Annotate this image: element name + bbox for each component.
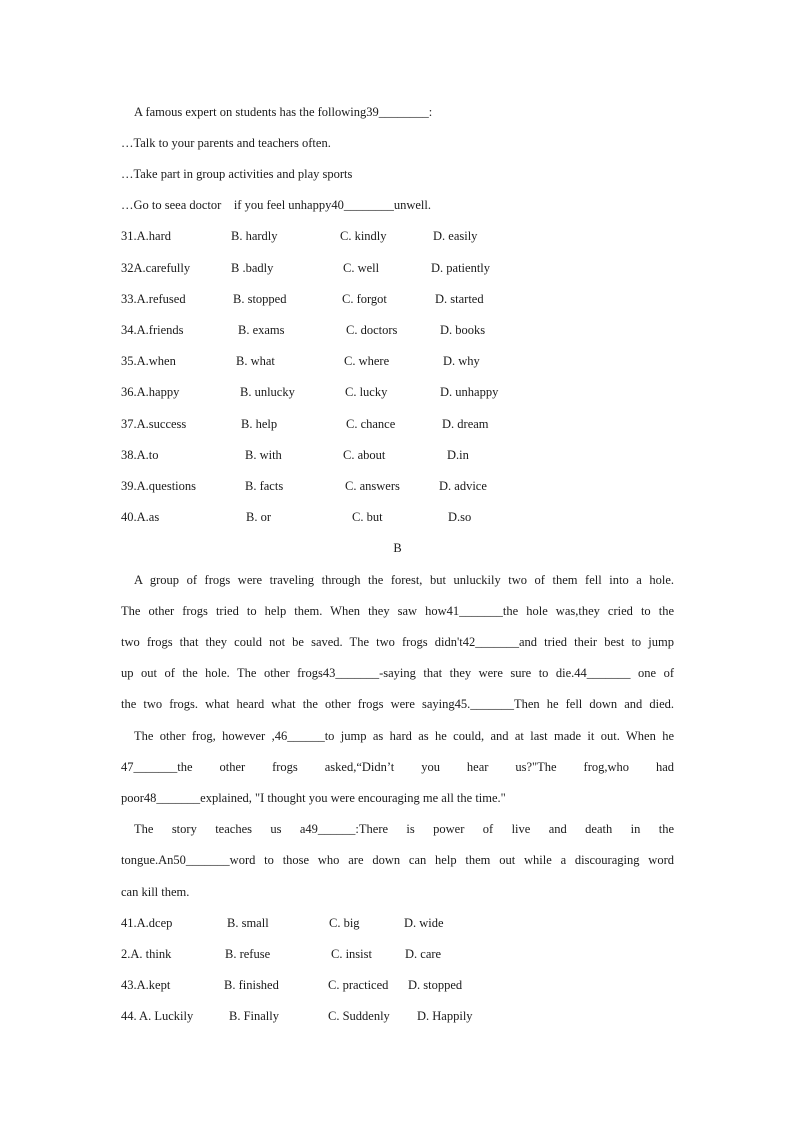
option-a: 38.A.to	[121, 448, 159, 462]
option-a: 35.A.when	[121, 354, 176, 368]
intro-line: …Take part in group activities and play sports	[121, 167, 353, 181]
option-b: B. or	[246, 510, 271, 524]
option-d: D. unhappy	[440, 385, 499, 399]
option-d: D. dream	[442, 417, 489, 431]
option-d: D. books	[440, 323, 486, 337]
option-d: D.in	[447, 448, 469, 462]
option-b: B. stopped	[233, 292, 287, 306]
option-c: C. big	[329, 916, 360, 930]
passage-line: 47_______the other frogs asked,“Didn’t you hear us?"The frog,who had	[121, 760, 674, 774]
option-d: D. care	[405, 947, 442, 961]
option-b: B. refuse	[225, 947, 271, 961]
option-c: C. doctors	[346, 323, 398, 337]
option-c: C. about	[343, 448, 386, 462]
option-c: C. kindly	[340, 229, 387, 243]
intro-line: …Go to seea doctor if you feel unhappy40________unwell.	[121, 198, 432, 212]
intro-line: …Talk to your parents and teachers often.	[121, 136, 331, 150]
option-a: 32A.carefully	[121, 261, 191, 275]
option-b: B. small	[227, 916, 269, 930]
option-b: B. help	[241, 417, 278, 431]
option-c: C. insist	[331, 947, 372, 961]
option-a: 41.A.dcep	[121, 916, 173, 930]
passage-line: the two frogs. what heard what the other frogs were saying45._______Then he fell down and died.	[121, 697, 674, 711]
intro-line: A famous expert on students has the following39________:	[134, 105, 433, 119]
option-d: D. Happily	[417, 1009, 473, 1023]
option-b: B. what	[236, 354, 275, 368]
passage-line: The other frogs tried to help them. When they saw how41_______the hole was,they cried to the	[121, 604, 674, 618]
option-c: C. but	[352, 510, 383, 524]
option-b: B. Finally	[229, 1009, 280, 1023]
option-d: D. why	[443, 354, 480, 368]
option-a: 39.A.questions	[121, 479, 196, 493]
passage-line: can kill them.	[121, 885, 190, 899]
option-a: 36.A.happy	[121, 385, 180, 399]
option-a: 37.A.success	[121, 417, 187, 431]
option-c: C. where	[344, 354, 390, 368]
option-c: C. forgot	[342, 292, 387, 306]
option-d: D. patiently	[431, 261, 491, 275]
option-a: 44. A. Luckily	[121, 1009, 194, 1023]
passage-line: The story teaches us a49______:There is power of live and death in the	[134, 822, 674, 836]
passage-line: A group of frogs were traveling through the forest, but unluckily two of them fell into a hole.	[134, 573, 674, 587]
option-d: D. easily	[433, 229, 478, 243]
option-b: B. facts	[245, 479, 284, 493]
passage-line: The other frog, however ,46______to jump as hard as he could, and at last made it out. When he	[134, 729, 674, 743]
option-b: B. unlucky	[240, 385, 295, 399]
option-c: C. lucky	[345, 385, 388, 399]
passage-line: poor48_______explained, "I thought you were encouraging me all the time."	[121, 791, 506, 805]
option-b: B. finished	[224, 978, 279, 992]
option-d: D.so	[448, 510, 472, 524]
option-c: C. chance	[346, 417, 396, 431]
passage-line: two frogs that they could not be saved. The two frogs didn't42_______and tried their best to jump	[121, 635, 674, 649]
option-a: 33.A.refused	[121, 292, 186, 306]
passage-line: tongue.An50_______word to those who are down can help them out while a discouraging word	[121, 853, 674, 867]
option-b: B. with	[245, 448, 282, 462]
option-c: C. answers	[345, 479, 400, 493]
passage-line: up out of the hole. The other frogs43_______-saying that they were sure to die.44_______ one of	[121, 666, 674, 680]
option-a: 34.A.friends	[121, 323, 184, 337]
option-c: C. well	[343, 261, 380, 275]
option-d: D. advice	[439, 479, 487, 493]
option-d: D. started	[435, 292, 484, 306]
option-b: B .badly	[231, 261, 274, 275]
section-heading: B	[393, 541, 402, 555]
option-b: B. hardly	[231, 229, 278, 243]
option-a: 43.A.kept	[121, 978, 171, 992]
option-a: 2.A. think	[121, 947, 172, 961]
option-b: B. exams	[238, 323, 285, 337]
option-a: 31.A.hard	[121, 229, 171, 243]
option-c: C. Suddenly	[328, 1009, 390, 1023]
option-d: D. wide	[404, 916, 444, 930]
option-c: C. practiced	[328, 978, 389, 992]
option-d: D. stopped	[408, 978, 463, 992]
option-a: 40.A.as	[121, 510, 160, 524]
